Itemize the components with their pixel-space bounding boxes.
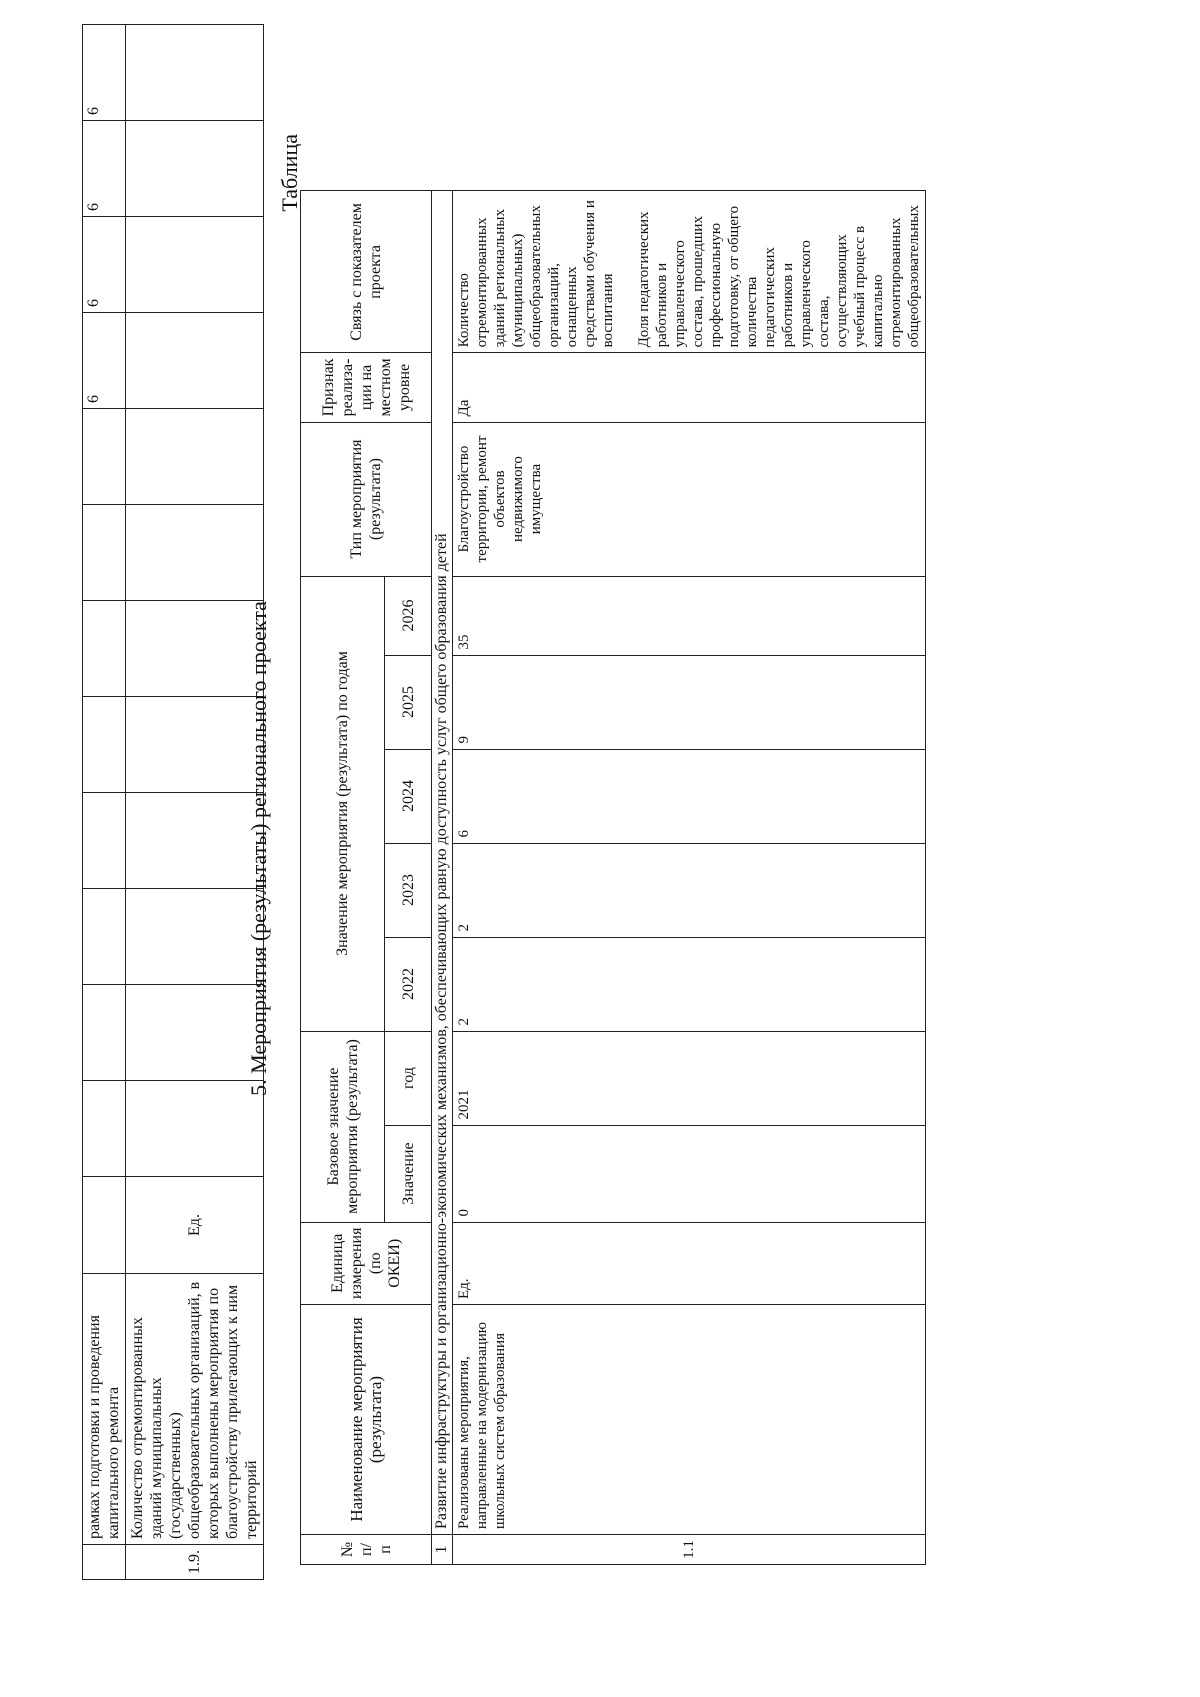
continued-value	[83, 601, 126, 697]
value-2022: 2	[453, 937, 926, 1031]
row-number: 1.1	[453, 1535, 926, 1565]
value-2026: 35	[453, 576, 926, 655]
continued-value: 6	[83, 25, 126, 121]
header-year: 2026	[385, 576, 432, 655]
header-type: Тип мероприятия (результата)	[301, 422, 432, 576]
value-2024: 6	[453, 749, 926, 843]
measures-table	[300, 190, 926, 1565]
header-year: 2024	[385, 749, 432, 843]
table-label: Таблица	[277, 134, 302, 212]
measure-type: Благоустройство территории, ремонт объектов недвижимого имущества	[453, 422, 926, 576]
project-link-1: Количество отремонтированных зданий региональных (муниципальных) общеобразовательных организаций, оснащенных средствами обучения и воспитания	[456, 200, 616, 348]
base-value: 0	[453, 1125, 926, 1222]
continued-value	[83, 697, 126, 793]
table-row	[453, 191, 926, 1565]
continued-row-top	[83, 25, 126, 1580]
section-number: 1	[432, 1535, 453, 1565]
continued-value: 6	[83, 217, 126, 313]
continued-table	[82, 24, 264, 1580]
value-2025: 9	[453, 655, 926, 749]
header-local: Признак реализа-ции на местном уровне	[301, 353, 432, 422]
header-unit: Единица измерения (по ОКЕИ)	[301, 1222, 432, 1304]
continued-value: 6	[83, 313, 126, 409]
row-name: Количество отремонтированных зданий муниципальных (государственных) общеобразовательных организаций, в которых выполнены мероприятия по благоустройству прилегающих к ним территорий	[126, 1274, 264, 1545]
continued-value	[83, 505, 126, 601]
continued-value	[83, 889, 126, 985]
continued-value	[83, 985, 126, 1081]
base-year: 2021	[453, 1031, 926, 1125]
header-row-1	[301, 191, 385, 1565]
local-flag: Да	[453, 353, 926, 422]
header-year: 2025	[385, 655, 432, 749]
header-num: № п/п	[301, 1535, 432, 1565]
continued-value	[83, 409, 126, 505]
header-values-by-year: Значение мероприятия (результата) по годам	[301, 576, 385, 1031]
header-base-value: Значение	[385, 1125, 432, 1222]
continued-row-text: рамках подготовки и проведения капитального ремонта	[83, 1274, 126, 1545]
header-year: 2022	[385, 937, 432, 1031]
continued-value	[83, 1081, 126, 1177]
project-link	[453, 191, 926, 353]
value-2023: 2	[453, 843, 926, 937]
continued-value	[83, 793, 126, 889]
measure-name: Реализованы мероприятия, направленные на модернизацию школьных систем образования	[453, 1305, 926, 1535]
project-link-2: Доля педагогических работников и управленческого состава, прошедших профессиональную подготовку, от общего количества педагогических работников и управленческого состава, осуществляющих учебный процесс в капитально отремонтированных общеобразовательных	[636, 205, 922, 348]
header-link: Связь с показателем проекта	[301, 191, 432, 353]
header-base-year: год	[385, 1031, 432, 1125]
header-base: Базовое значение мероприятия (результата)	[301, 1031, 385, 1222]
row-unit: Ед.	[126, 1177, 264, 1274]
section-heading: Развитие инфраструктуры и организационно-экономических механизмов, обеспечивающих равную доступность услуг общего образования детей	[432, 191, 453, 1535]
continued-row-1-9	[126, 25, 264, 1580]
continued-value: 6	[83, 121, 126, 217]
section-row	[432, 191, 453, 1565]
header-year: 2023	[385, 843, 432, 937]
section-title: 5. Мероприятия (результаты) регионального проекта	[246, 601, 271, 1096]
measure-unit: Ед.	[453, 1222, 926, 1304]
row-number: 1.9.	[126, 1545, 264, 1580]
header-name: Наименование мероприятия (результата)	[301, 1305, 432, 1535]
